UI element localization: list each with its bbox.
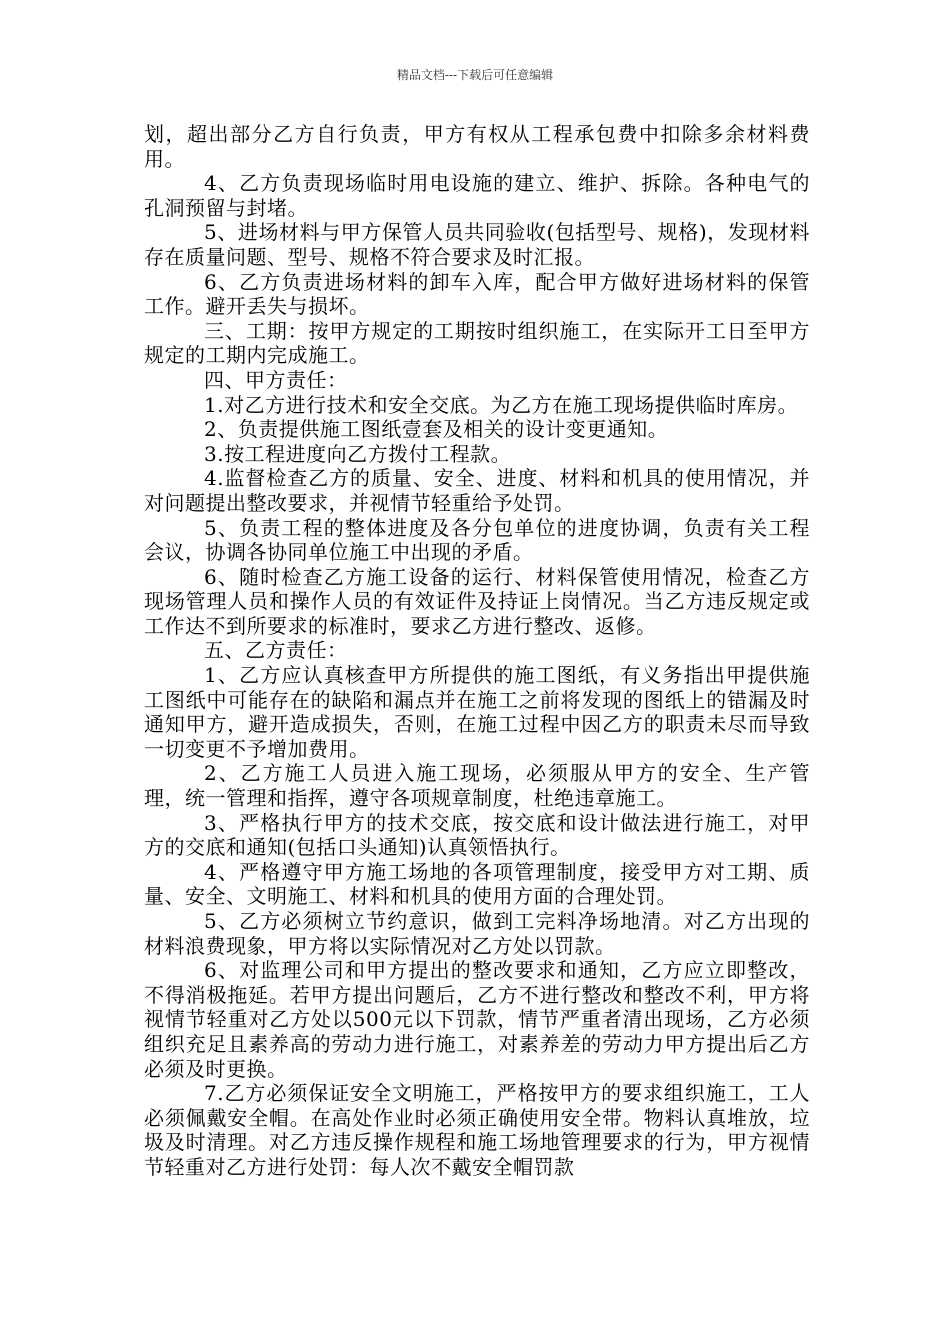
paragraph: 6、随时检查乙方施工设备的运行、材料保管使用情况，检查乙方现场管理人员和操作人员的有效证件及持证上岗情况。当乙方违反规定或工作达不到所要求的标准时，要求乙方进行整改、返修。 xyxy=(144,564,810,638)
paragraph: 3.按工程进度向乙方拨付工程款。 xyxy=(204,441,512,466)
paragraph: 1.对乙方进行技术和安全交底。为乙方在施工现场提供临时库房。 xyxy=(204,392,799,417)
paragraph: 7.乙方必须保证安全文明施工，严格按甲方的要求组织施工，工人必须佩戴安全帽。在高处作业时必须正确使用安全带。物料认真堆放，垃圾及时清理。对乙方违反操作规程和施工场地管理要求的行为，甲方视情节轻重对乙方进行处罚：每人次不戴安全帽罚款 xyxy=(144,1081,810,1179)
paragraph: 6、乙方负责进场材料的卸车入库，配合甲方做好进场材料的保管工作。避开丢失与损坏。 xyxy=(144,269,810,319)
page-header: 精品文档---下载后可任意编辑 xyxy=(396,68,554,82)
paragraph: 4、乙方负责现场临时用电设施的建立、维护、拆除。各种电气的孔洞预留与封堵。 xyxy=(144,171,810,220)
paragraph: 3、严格执行甲方的技术交底，按交底和设计做法进行施工，对甲方的交底和通知(包括口头通知)认真领悟执行。 xyxy=(144,810,810,860)
paragraph: 5、进场材料与甲方保管人员共同验收(包括型号、规格)，发现材料存在质量问题、型号、规格不符合要求及时汇报。 xyxy=(144,220,810,269)
paragraph: 5、乙方必须树立节约意识，做到工完料净场地清。对乙方出现的材料浪费现象，甲方将以实际情况对乙方处以罚款。 xyxy=(144,909,810,958)
section-heading: 五、乙方责任： xyxy=(204,638,348,663)
document-body xyxy=(144,122,810,1180)
section-heading: 四、甲方责任： xyxy=(204,367,348,392)
paragraph: 2、乙方施工人员进入施工现场，必须服从甲方的安全、生产管理，统一管理和指挥，遵守各项规章制度，杜绝违章施工。 xyxy=(144,761,810,811)
paragraph: 4.监督检查乙方的质量、安全、进度、材料和机具的使用情况，并对问题提出整改要求，并视情节轻重给予处罚。 xyxy=(144,466,810,515)
paragraph: 1、乙方应认真核查甲方所提供的施工图纸，有义务指出甲提供施工图纸中可能存在的缺陷和漏点并在施工之前将发现的图纸上的错漏及时通知甲方，避开造成损失，否则，在施工过程中因乙方的职责未尽而导致一切变更不予增加费用。 xyxy=(144,663,810,761)
paragraph: 4、严格遵守甲方施工场地的各项管理制度，接受甲方对工期、质量、安全、文明施工、材料和机具的使用方面的合理处罚。 xyxy=(144,859,810,909)
paragraph: 划，超出部分乙方自行负责，甲方有权从工程承包费中扣除多余材料费用。 xyxy=(144,122,810,171)
paragraph: 5、负责工程的整体进度及各分包单位的进度协调，负责有关工程会议，协调各协同单位施工中出现的矛盾。 xyxy=(144,515,810,565)
paragraph: 2、负责提供施工图纸壹套及相关的设计变更通知。 xyxy=(204,417,669,442)
paragraph: 6、对监理公司和甲方提出的整改要求和通知，乙方应立即整改，不得消极拖延。若甲方提出问题后，乙方不进行整改和整改不利，甲方将视情节轻重对乙方处以500元以下罚款，情节严重者清出现场，乙方必须组织充足且素养高的劳动力进行施工，对素养差的劳动力甲方提出后乙方必须及时更换。 xyxy=(144,958,810,1081)
section-heading: 三、工期：按甲方规定的工期按时组织施工，在实际开工日至甲方规定的工期内完成施工。 xyxy=(144,318,810,368)
